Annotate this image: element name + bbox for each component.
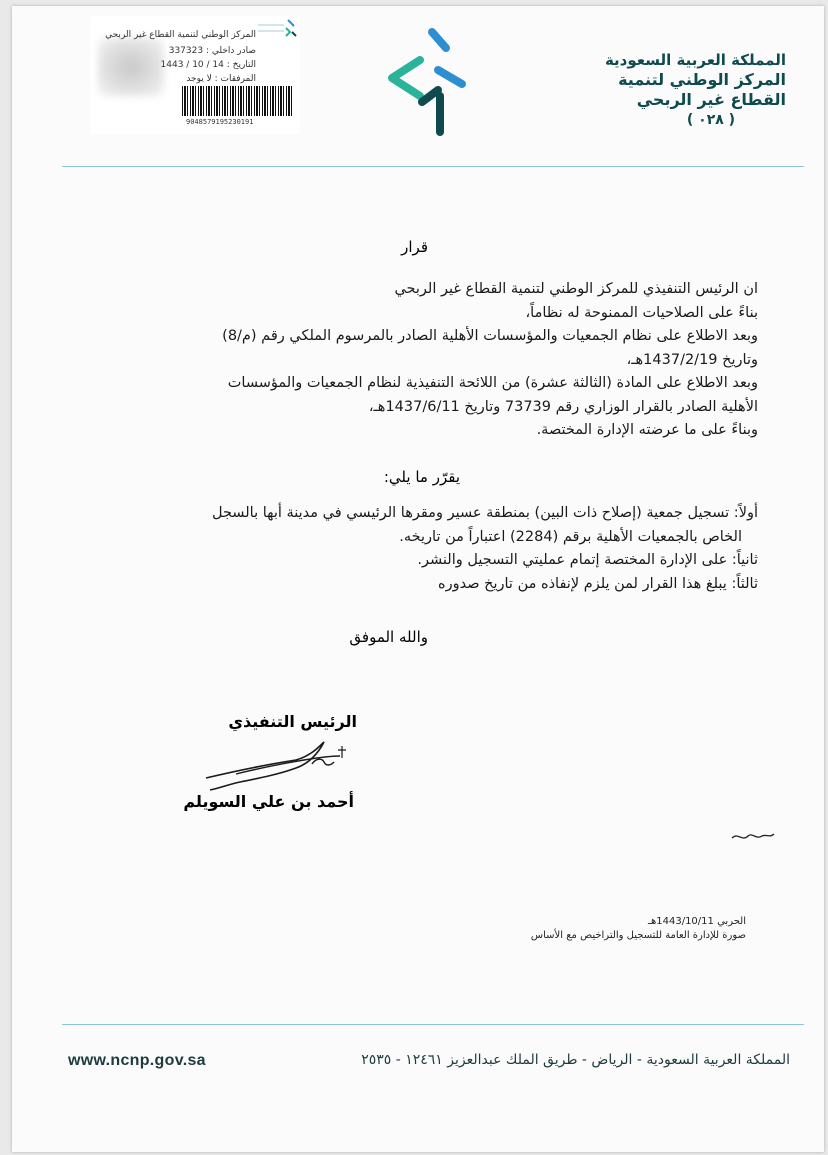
preamble-line: ان الرئيس التنفيذي للمركز الوطني لتنمية القطاع غير الربحي [394,281,758,297]
copy-note-line: صورة للإدارة العامة للتسجيل والتراخيص مع الأساس [530,930,746,941]
document-page [12,6,824,1152]
barcode [182,86,294,116]
copy-note-line: الحربي 1443/10/11هـ [648,916,746,927]
decision-preamble [88,278,758,443]
closing-phrase: والله الموفق [349,628,428,646]
org-country: المملكة العربية السعودية [604,51,786,69]
decision-item: الخاص بالجمعيات الأهلية برقم (2284) اعتباراً من تاريخه. [399,528,742,545]
barcode-number: 9048579195230191 [186,118,254,126]
signatory-name: أحمد بن علي السويلم [183,792,354,811]
stamp-outgoing: صادر داخلي : 337323 [168,46,256,56]
decision-item: ثالثاً: يبلغ هذا القرار لمن يلزم لإنفاذه من تاريخ صدوره [437,575,758,592]
decision-title: قرار [401,238,428,256]
org-center: المركز الوطني لتنمية [618,70,786,89]
registry-stamp [90,16,300,134]
decision-item: ثانياً: على الإدارة المختصة إتمام عمليتي التسجيل والنشر. [417,552,758,568]
handwritten-signature [200,734,350,796]
stamp-date: التاريخ : 14 / 10 / 1443 [160,60,256,70]
footer-website-link[interactable]: www.ncnp.gov.sa [68,1052,206,1069]
blurred-stamp-area [98,38,164,96]
header-divider [62,166,804,167]
initials-mark [730,828,776,844]
preamble-line: بناءً على الصلاحيات الممنوحة له نظاماً، [525,304,758,321]
ncnp-logo-icon [382,28,468,136]
org-code: ( ٠٢٨ ) [686,112,736,128]
stamp-logo-icon [258,18,298,42]
stamp-org: المركز الوطني لتنمية القطاع غير الربحي [105,30,256,40]
decision-items [88,502,758,596]
signatory-title: الرئيس التنفيذي [228,712,357,731]
copy-note [531,915,746,943]
preamble-line: وبعد الاطلاع على نظام الجمعيات والمؤسسات الأهلية الصادر بالمرسوم الملكي رقم (م/8) [222,328,758,344]
footer-divider [62,1024,804,1025]
preamble-line: وبعد الاطلاع على المادة (الثالثة عشرة) من اللائحة التنفيذية لنظام الجمعيات والمؤسسات [227,375,758,391]
preamble-line: الأهلية الصادر بالقرار الوزاري رقم 73739 وتاريخ 1437/6/11هـ، [368,398,758,415]
organization-heading [526,50,786,130]
preamble-line: وبناءً على ما عرضته الإدارة المختصة. [536,422,758,438]
preamble-line: وتاريخ 1437/2/19هـ، [626,351,758,368]
decision-item: أولاً: تسجيل جمعية (إصلاح ذات البين) بمنطقة عسير ومقرها الرئيسي في مدينة أبها بالسجل [211,505,758,521]
stamp-attachments: المرفقات : لا يوجد [186,74,256,84]
org-sector: القطاع غير الربحي [636,90,786,109]
footer-address: المملكة العربية السعودية - الرياض - طريق الملك عبدالعزيز ١٢٤٦١ - ٢٥٣٥ [361,1052,790,1068]
decides-heading: يقرّر ما يلي: [383,468,460,486]
